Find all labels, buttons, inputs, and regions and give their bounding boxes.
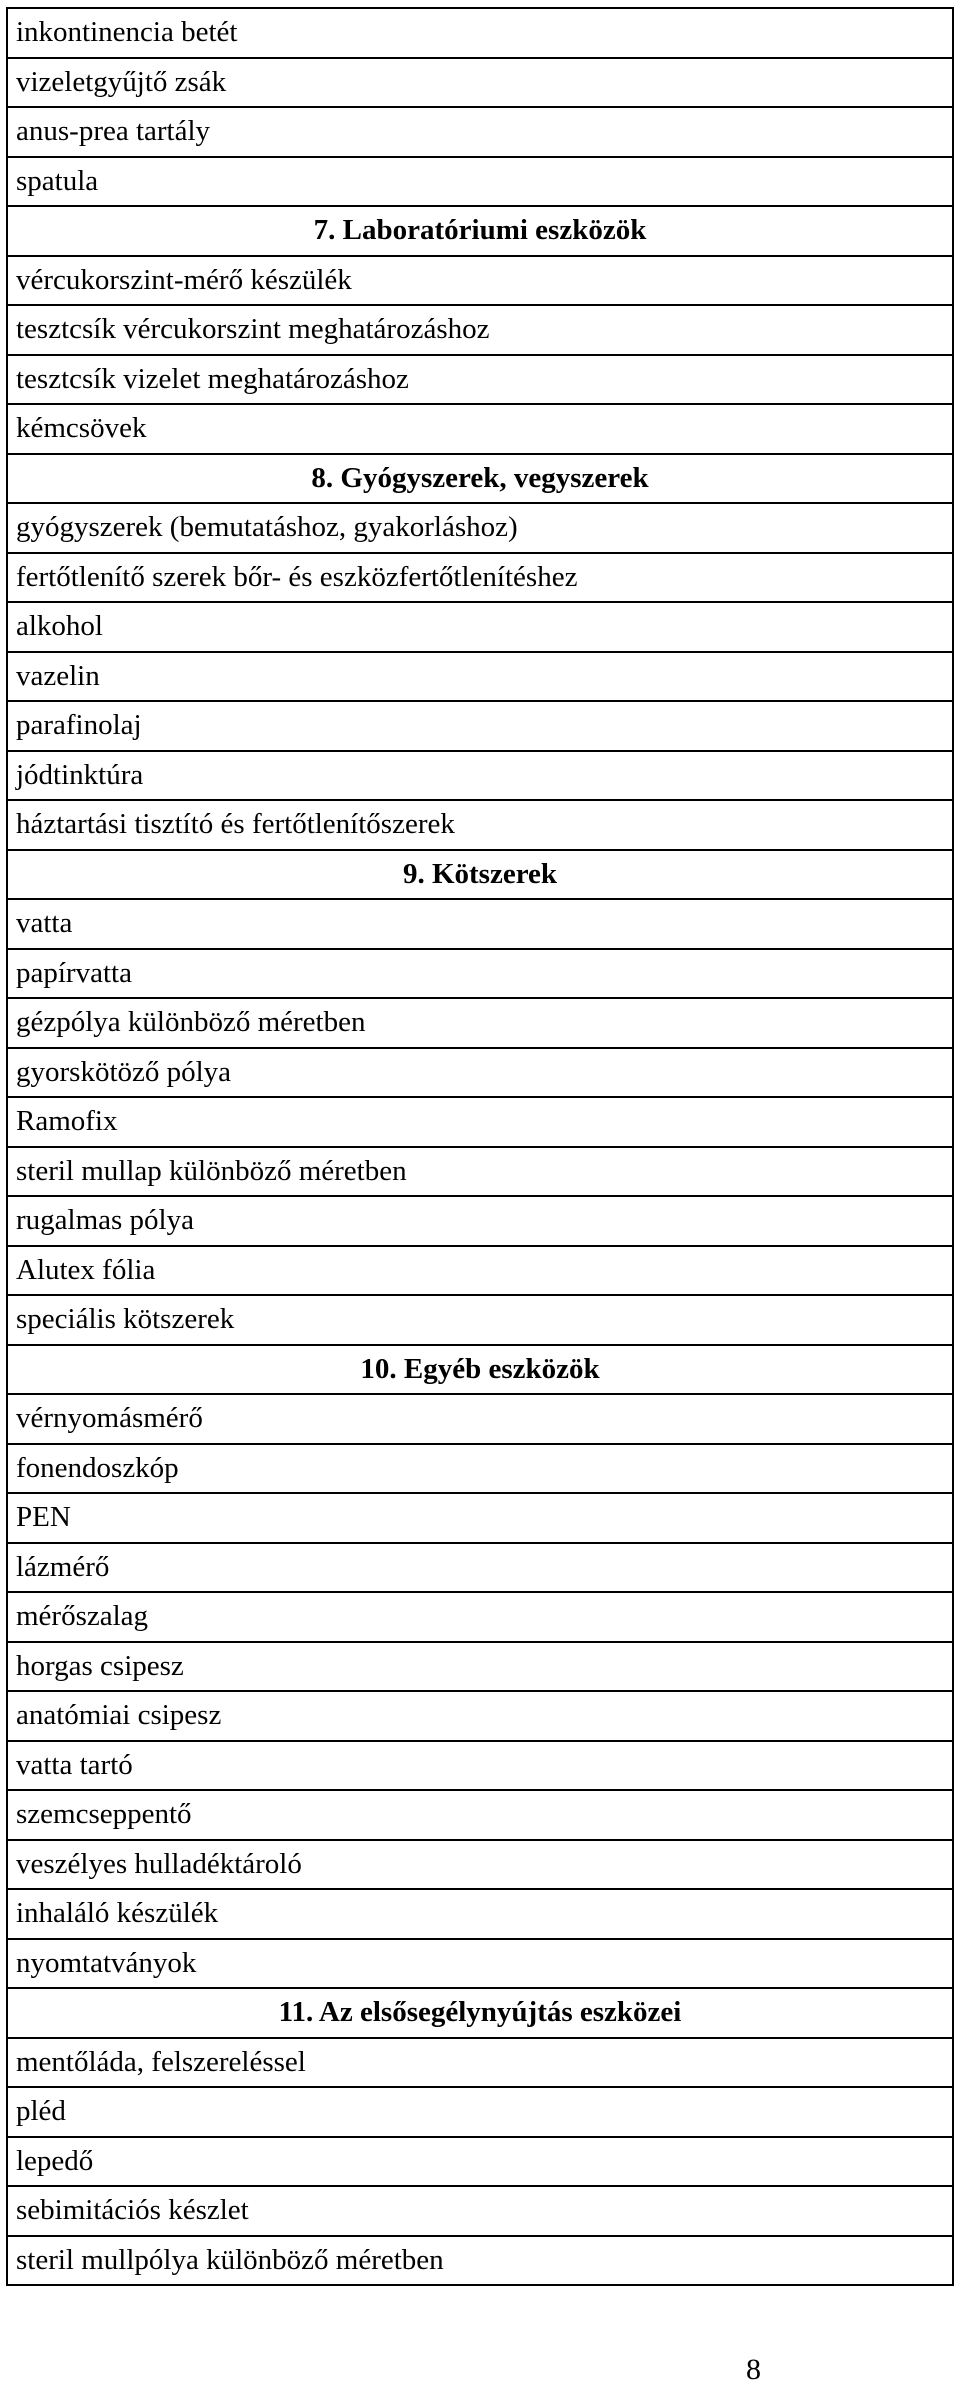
table-row: pléd: [8, 2088, 952, 2138]
table-row: Alutex fólia: [8, 1247, 952, 1297]
table-row: papírvatta: [8, 950, 952, 1000]
section-heading: 11. Az elsősegélynyújtás eszközei: [8, 1989, 952, 2039]
table-row: mentőláda, felszereléssel: [8, 2039, 952, 2089]
section-heading: 9. Kötszerek: [8, 851, 952, 901]
table-row: vatta: [8, 900, 952, 950]
table-row: anatómiai csipesz: [8, 1692, 952, 1742]
table-row: Ramofix: [8, 1098, 952, 1148]
table-row: inkontinencia betét: [8, 9, 952, 59]
table-row: jódtinktúra: [8, 752, 952, 802]
table-row: horgas csipesz: [8, 1643, 952, 1693]
table-row: rugalmas pólya: [8, 1197, 952, 1247]
table-row: mérőszalag: [8, 1593, 952, 1643]
table-row: steril mullpólya különböző méretben: [8, 2237, 952, 2287]
table-row: vatta tartó: [8, 1742, 952, 1792]
table-row: fertőtlenítő szerek bőr- és eszközfertőtlenítéshez: [8, 554, 952, 604]
table-row: gézpólya különböző méretben: [8, 999, 952, 1049]
table-row: spatula: [8, 158, 952, 208]
page-number: 8: [746, 2353, 761, 2386]
table-row: gyógyszerek (bemutatáshoz, gyakorláshoz): [8, 504, 952, 554]
table-row: vércukorszint-mérő készülék: [8, 257, 952, 307]
table-row: nyomtatványok: [8, 1940, 952, 1990]
table-row: vizeletgyűjtő zsák: [8, 59, 952, 109]
table-row: lepedő: [8, 2138, 952, 2188]
table-row: veszélyes hulladéktároló: [8, 1841, 952, 1891]
equipment-table: [6, 7, 954, 2286]
table-row: háztartási tisztító és fertőtlenítőszerek: [8, 801, 952, 851]
table-row: tesztcsík vizelet meghatározáshoz: [8, 356, 952, 406]
table-row: fonendoszkóp: [8, 1445, 952, 1495]
section-heading: 7. Laboratóriumi eszközök: [8, 207, 952, 257]
table-row: vérnyomásmérő: [8, 1395, 952, 1445]
table-row: kémcsövek: [8, 405, 952, 455]
table-row: tesztcsík vércukorszint meghatározáshoz: [8, 306, 952, 356]
table-row: vazelin: [8, 653, 952, 703]
section-heading: 8. Gyógyszerek, vegyszerek: [8, 455, 952, 505]
table-row: sebimitációs készlet: [8, 2187, 952, 2237]
table-row: alkohol: [8, 603, 952, 653]
table-row: lázmérő: [8, 1544, 952, 1594]
table-row: inhaláló készülék: [8, 1890, 952, 1940]
table-row: speciális kötszerek: [8, 1296, 952, 1346]
table-row: anus-prea tartály: [8, 108, 952, 158]
table-row: gyorskötöző pólya: [8, 1049, 952, 1099]
section-heading: 10. Egyéb eszközök: [8, 1346, 952, 1396]
table-row: steril mullap különböző méretben: [8, 1148, 952, 1198]
table-row: parafinolaj: [8, 702, 952, 752]
table-row: PEN: [8, 1494, 952, 1544]
table-row: szemcseppentő: [8, 1791, 952, 1841]
